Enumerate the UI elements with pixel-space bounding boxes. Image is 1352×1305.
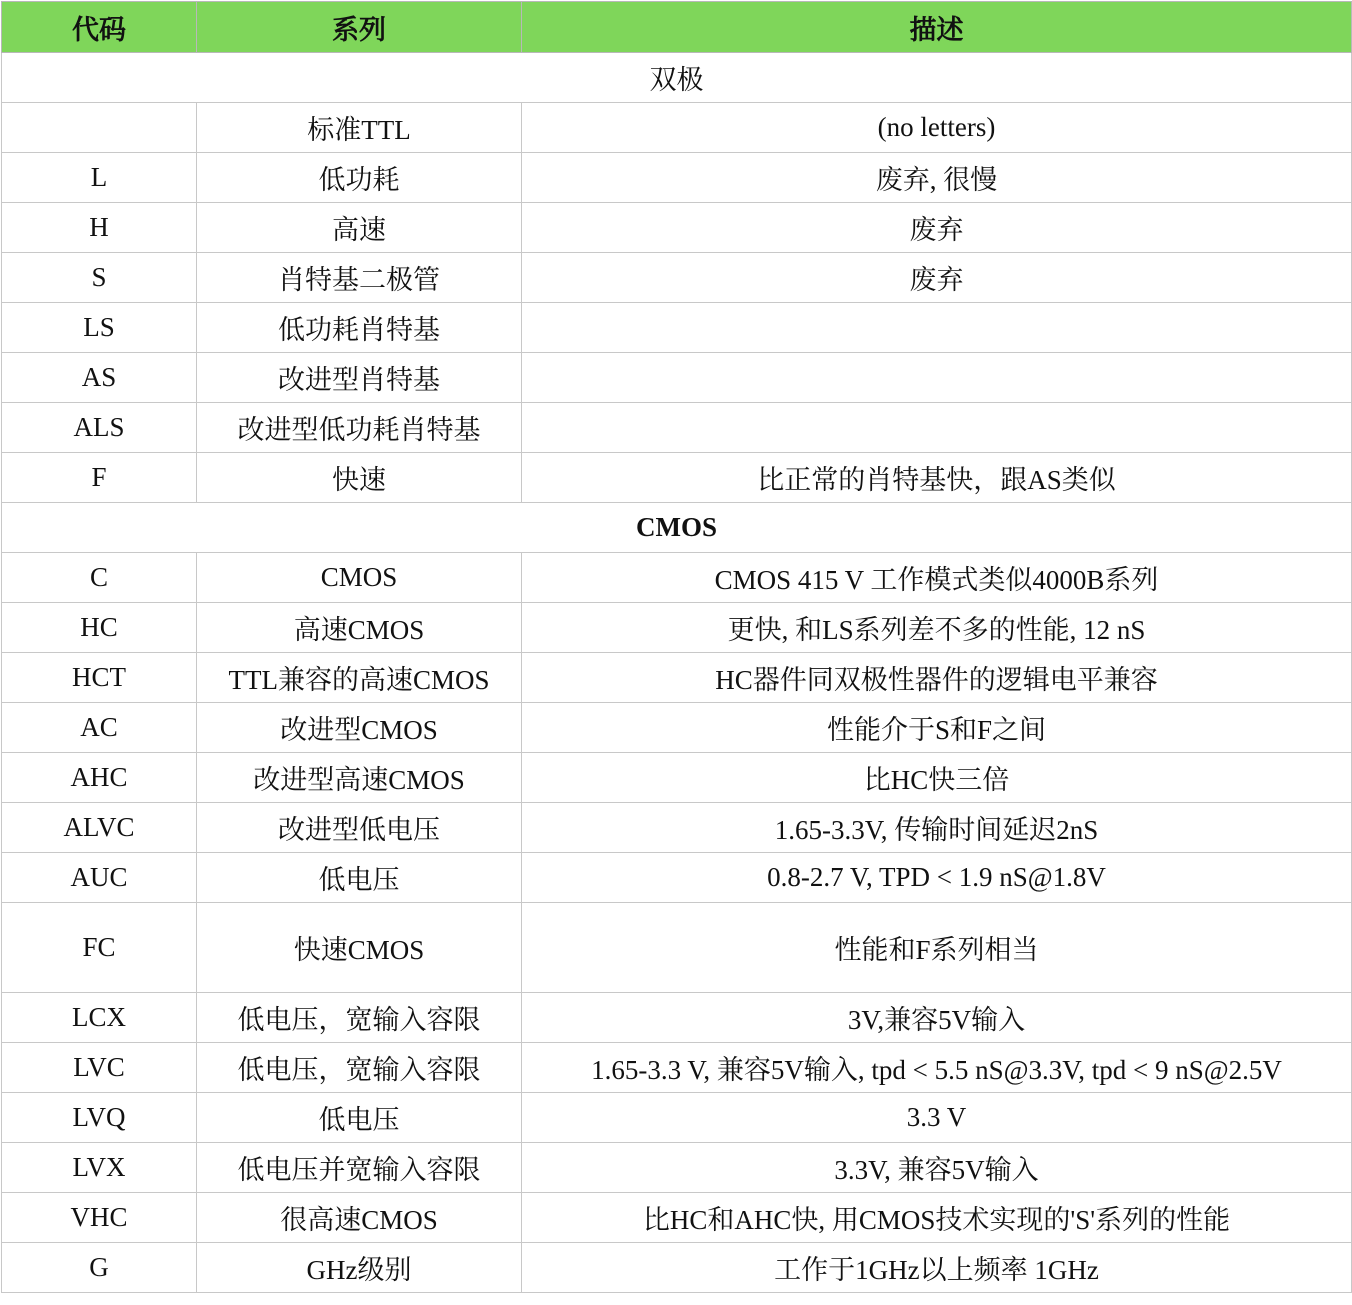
header-row bbox=[2, 2, 1352, 53]
table-row bbox=[2, 1193, 1352, 1243]
cell-description: HC器件同双极性器件的逻辑电平兼容 bbox=[522, 653, 1352, 703]
cell-description: 性能介于S和F之间 bbox=[522, 703, 1352, 753]
cell-series: 肖特基二极管 bbox=[197, 253, 522, 303]
section-title: 双极 bbox=[2, 53, 1352, 103]
cell-series: CMOS bbox=[197, 553, 522, 603]
table-row bbox=[2, 803, 1352, 853]
cell-description: (no letters) bbox=[522, 103, 1352, 153]
cell-code: G bbox=[2, 1243, 197, 1293]
cell-series: GHz级别 bbox=[197, 1243, 522, 1293]
table-row bbox=[2, 553, 1352, 603]
cell-code: AUC bbox=[2, 853, 197, 903]
cell-series: 改进型低电压 bbox=[197, 803, 522, 853]
cell-description: 比HC和AHC快, 用CMOS技术实现的'S'系列的性能 bbox=[522, 1193, 1352, 1243]
table-row bbox=[2, 653, 1352, 703]
cell-code: FC bbox=[2, 903, 197, 993]
cell-code: AS bbox=[2, 353, 197, 403]
cell-code: AHC bbox=[2, 753, 197, 803]
cell-description bbox=[522, 353, 1352, 403]
cell-series: 快速CMOS bbox=[197, 903, 522, 993]
cell-series: 高速CMOS bbox=[197, 603, 522, 653]
cell-description: 比正常的肖特基快，跟AS类似 bbox=[522, 453, 1352, 503]
cell-description: 1.65-3.3 V, 兼容5V输入, tpd < 5.5 nS@3.3V, tpd < 9 nS@2.5V bbox=[522, 1043, 1352, 1093]
section-header-row bbox=[2, 503, 1352, 553]
cell-series: TTL兼容的高速CMOS bbox=[197, 653, 522, 703]
cell-series: 低电压，宽输入容限 bbox=[197, 993, 522, 1043]
cell-series: 高速 bbox=[197, 203, 522, 253]
cell-code: S bbox=[2, 253, 197, 303]
cell-code: AC bbox=[2, 703, 197, 753]
section-title: CMOS bbox=[2, 503, 1352, 553]
section-header-row bbox=[2, 53, 1352, 103]
cell-series: 改进型低功耗肖特基 bbox=[197, 403, 522, 453]
table-row bbox=[2, 103, 1352, 153]
cell-code: LCX bbox=[2, 993, 197, 1043]
cell-code: L bbox=[2, 153, 197, 203]
cell-code: LVX bbox=[2, 1143, 197, 1193]
header-description: 描述 bbox=[522, 2, 1352, 53]
cell-series: 标准TTL bbox=[197, 103, 522, 153]
cell-series: 快速 bbox=[197, 453, 522, 503]
cell-description: 3V,兼容5V输入 bbox=[522, 993, 1352, 1043]
cell-description: 1.65-3.3V, 传输时间延迟2nS bbox=[522, 803, 1352, 853]
cell-code: LVQ bbox=[2, 1093, 197, 1143]
table-row bbox=[2, 1093, 1352, 1143]
cell-description bbox=[522, 303, 1352, 353]
cell-series: 低功耗 bbox=[197, 153, 522, 203]
table-row bbox=[2, 353, 1352, 403]
cell-description: 比HC快三倍 bbox=[522, 753, 1352, 803]
cell-series: 低电压并宽输入容限 bbox=[197, 1143, 522, 1193]
table-row bbox=[2, 1143, 1352, 1193]
cell-description bbox=[522, 403, 1352, 453]
cell-code: HC bbox=[2, 603, 197, 653]
table-row bbox=[2, 753, 1352, 803]
cell-code bbox=[2, 103, 197, 153]
header-code: 代码 bbox=[2, 2, 197, 53]
cell-description: 性能和F系列相当 bbox=[522, 903, 1352, 993]
cell-series: 改进型肖特基 bbox=[197, 353, 522, 403]
table-row bbox=[2, 603, 1352, 653]
cell-code: LVC bbox=[2, 1043, 197, 1093]
cell-code: F bbox=[2, 453, 197, 503]
cell-description: 3.3 V bbox=[522, 1093, 1352, 1143]
cell-series: 改进型CMOS bbox=[197, 703, 522, 753]
cell-series: 低电压 bbox=[197, 1093, 522, 1143]
cell-code: ALS bbox=[2, 403, 197, 453]
table-row bbox=[2, 153, 1352, 203]
cell-series: 低功耗肖特基 bbox=[197, 303, 522, 353]
cell-code: ALVC bbox=[2, 803, 197, 853]
header-series: 系列 bbox=[197, 2, 522, 53]
table-row bbox=[2, 303, 1352, 353]
table-body bbox=[2, 53, 1352, 1293]
cell-code: C bbox=[2, 553, 197, 603]
cell-code: LS bbox=[2, 303, 197, 353]
cell-series: 改进型高速CMOS bbox=[197, 753, 522, 803]
table-row bbox=[2, 1043, 1352, 1093]
table-row bbox=[2, 993, 1352, 1043]
cell-description: 3.3V, 兼容5V输入 bbox=[522, 1143, 1352, 1193]
cell-description: CMOS 415 V 工作模式类似4000B系列 bbox=[522, 553, 1352, 603]
table-row bbox=[2, 253, 1352, 303]
cell-series: 低电压，宽输入容限 bbox=[197, 1043, 522, 1093]
cell-code: VHC bbox=[2, 1193, 197, 1243]
cell-series: 低电压 bbox=[197, 853, 522, 903]
table-row bbox=[2, 703, 1352, 753]
table-row bbox=[2, 453, 1352, 503]
cell-description: 废弃 bbox=[522, 203, 1352, 253]
cell-description: 更快, 和LS系列差不多的性能, 12 nS bbox=[522, 603, 1352, 653]
cell-code: H bbox=[2, 203, 197, 253]
logic-family-table bbox=[1, 1, 1352, 1293]
cell-code: HCT bbox=[2, 653, 197, 703]
cell-description: 废弃 bbox=[522, 253, 1352, 303]
cell-description: 工作于1GHz以上频率 1GHz bbox=[522, 1243, 1352, 1293]
table-row bbox=[2, 853, 1352, 903]
table-row bbox=[2, 203, 1352, 253]
cell-series: 很高速CMOS bbox=[197, 1193, 522, 1243]
table-row bbox=[2, 1243, 1352, 1293]
table-row bbox=[2, 903, 1352, 993]
cell-description: 0.8-2.7 V, TPD < 1.9 nS@1.8V bbox=[522, 853, 1352, 903]
table-row bbox=[2, 403, 1352, 453]
cell-description: 废弃, 很慢 bbox=[522, 153, 1352, 203]
